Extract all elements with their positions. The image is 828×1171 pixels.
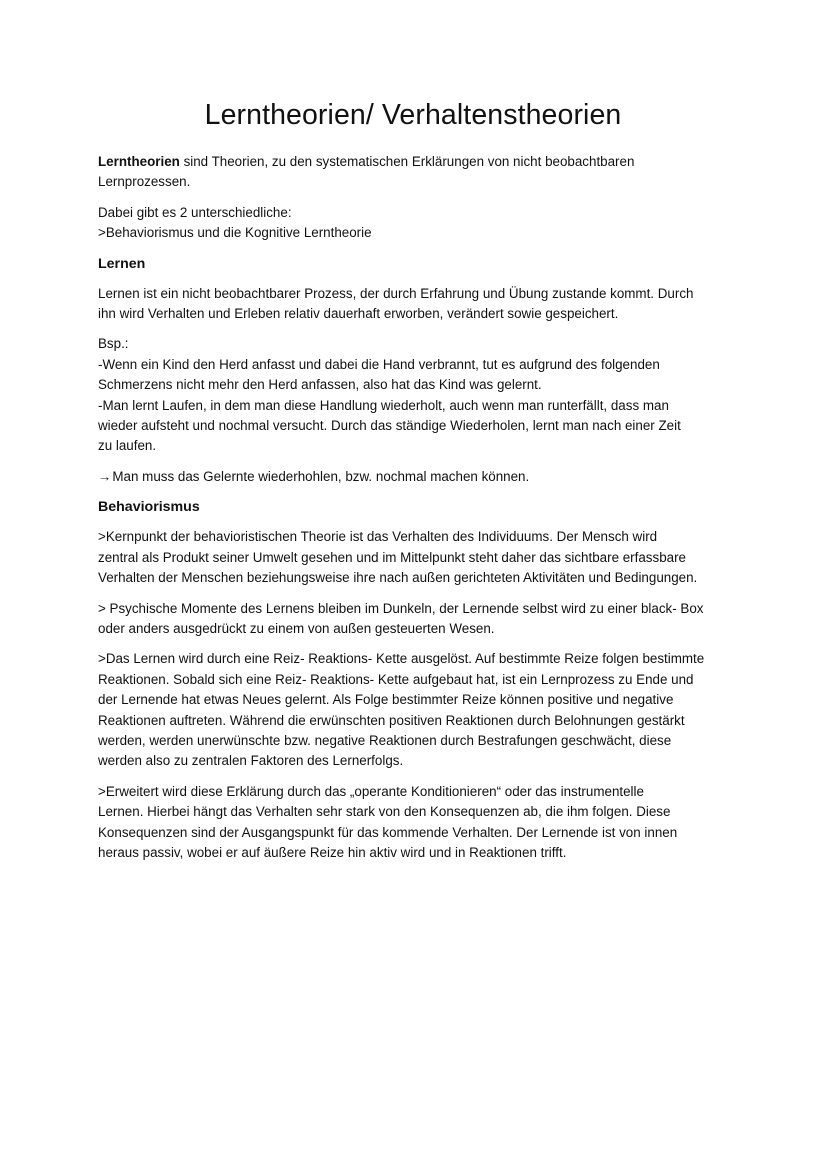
intro-line-2: Lernprozessen. — [98, 174, 191, 190]
paragraph-line: >Kernpunkt der behavioristischen Theorie ist das Verhalten des Individuums. Der Mensch wird — [98, 529, 658, 545]
intro-line-1-rest: sind Theorien, zu den systematischen Erklärungen von nicht beobachtbaren — [179, 154, 635, 169]
example-line: wieder aufsteht und nochmal versucht. Durch das ständige Wiederholen, lernt man nach einer Zeit — [98, 418, 681, 434]
types-line-1: Dabei gibt es 2 unterschiedliche: — [98, 204, 292, 220]
example-line: Schmerzens nicht mehr den Herd anfassen, also hat das Kind was gelernt. — [98, 377, 542, 393]
intro-line-1 — [98, 152, 730, 172]
paragraph-line: heraus passiv, wobei er auf äußere Reize hin aktiv wird und in Reaktionen trifft. — [98, 844, 567, 860]
paragraph-line: zentral als Produkt seiner Umwelt gesehen und im Mittelpunkt steht daher das sichtbare erfassbare — [98, 549, 686, 565]
intro-term: Lerntheorien — [98, 154, 180, 169]
paragraph-line: Verhalten der Menschen beziehungsweise ihre nach außen gerichteten Aktivitäten und Bedingungen. — [98, 570, 698, 586]
behaviorismus-paragraph-4 — [98, 782, 730, 864]
conclusion-text: Man muss das Gelernte wiederhohlen, bzw. nochmal machen können. — [112, 468, 530, 484]
paragraph-line: > Psychische Momente des Lernens bleiben im Dunkeln, der Lernende selbst wird zu einer black- Box — [98, 600, 704, 616]
lernen-example-paragraph — [98, 334, 730, 456]
document-body — [98, 152, 730, 873]
example-line: zu laufen. — [98, 438, 157, 454]
example-line: -Wenn ein Kind den Herd anfasst und dabei die Hand verbrannt, tut es aufgrund des folgenden — [98, 356, 660, 372]
paragraph-line: werden also zu zentralen Faktoren des Lernerfolgs. — [98, 753, 404, 769]
lernen-definition-line: Lernen ist ein nicht beobachtbarer Prozess, der durch Erfahrung und Übung zustande kommt. Durch — [98, 285, 694, 301]
document-title: Lerntheorien/ Verhaltenstheorien — [204, 99, 622, 131]
lernen-definition-paragraph — [98, 284, 730, 325]
lernen-conclusion-paragraph — [98, 467, 730, 487]
paragraph-line: Konsequenzen sind der Ausgangspunkt für das kommende Verhalten. Der Lernende ist von innen — [98, 824, 678, 840]
paragraph-line: >Das Lernen wird durch eine Reiz- Reaktions- Kette ausgelöst. Auf bestimmte Reize folgen bestimmte — [98, 651, 705, 667]
right-arrow-icon: → — [98, 468, 112, 484]
paragraph-line: werden, werden unerwünschte bzw. negative Reaktionen durch Bestrafungen geschwächt, diese — [98, 732, 672, 748]
lernen-definition-line: ihn wird Verhalten und Erleben relativ dauerhaft erworben, verändert sowie gespeichert. — [98, 306, 619, 322]
types-line-2: >Behaviorismus und die Kognitive Lerntheorie — [98, 225, 372, 241]
example-line: -Man lernt Laufen, in dem man diese Handlung wiederholt, auch wenn man runterfällt, dass man — [98, 397, 669, 413]
behaviorismus-paragraph-1 — [98, 527, 730, 588]
example-line: Bsp.: — [98, 336, 129, 352]
lernen-heading: Lernen — [98, 255, 146, 272]
intro-paragraph — [98, 152, 730, 193]
paragraph-line: Reaktionen. Sobald sich eine Reiz- Reaktions- Kette aufgebaut hat, ist ein Lernprozess zu Ende und — [98, 671, 694, 687]
types-paragraph — [98, 203, 730, 244]
paragraph-line: der Lernende hat etwas Neues gelernt. Als Folge bestimmter Reize können positive und negative — [98, 692, 674, 708]
behaviorismus-paragraph-3 — [98, 649, 730, 771]
paragraph-line: Lernen. Hierbei hängt das Verhalten sehr stark von den Konsequenzen ab, die ihm folgen. Diese — [98, 804, 671, 820]
conclusion-line — [98, 467, 730, 487]
behaviorismus-paragraph-2 — [98, 599, 730, 640]
paragraph-line: Reaktionen auftreten. Während die erwünschten positiven Reaktionen durch Belohnungen gestärkt — [98, 712, 685, 728]
paragraph-line: >Erweitert wird diese Erklärung durch das „operante Konditionieren“ oder das instrumentelle — [98, 783, 644, 799]
behaviorismus-heading: Behaviorismus — [98, 499, 200, 516]
paragraph-line: oder anders ausgedrückt zu einem von außen gesteuerten Wesen. — [98, 620, 495, 636]
